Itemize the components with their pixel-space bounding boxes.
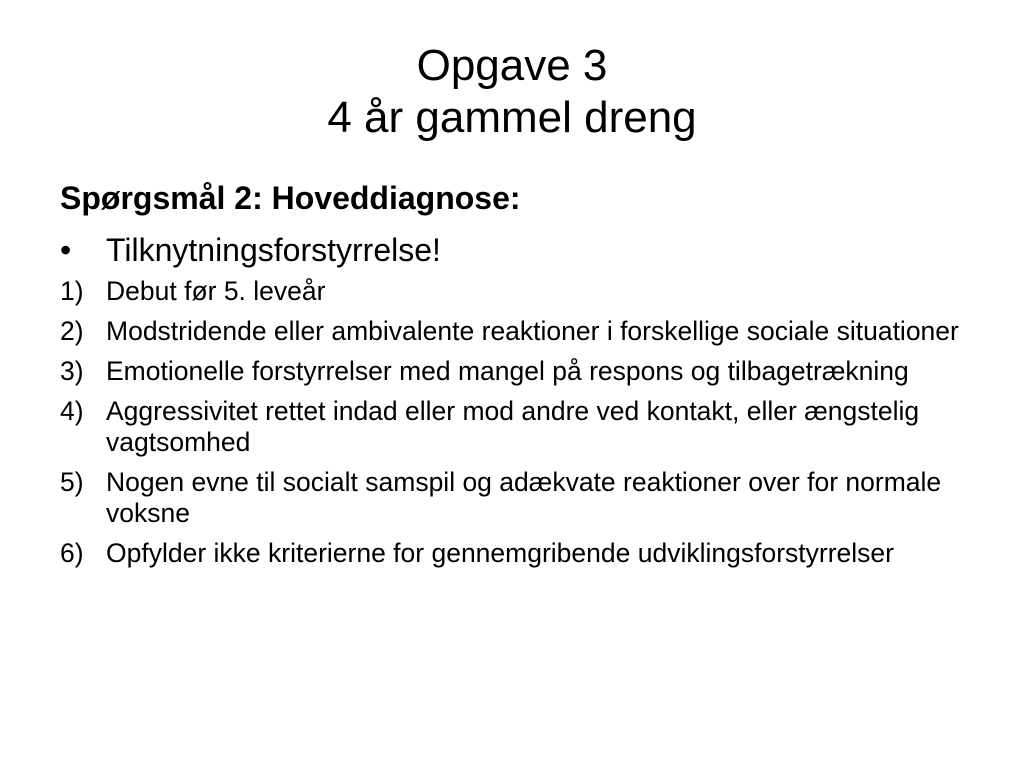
- list-item-number: 5): [60, 467, 84, 497]
- list-item-number: 4): [60, 396, 84, 426]
- list-item: [60, 356, 960, 387]
- numbered-list: [60, 276, 960, 569]
- section-heading: Spørgsmål 2: Hoveddiagnose:: [60, 180, 521, 216]
- list-item-text: Nogen evne til socialt samspil og adækvate reaktioner over for normale voksne: [106, 467, 942, 528]
- list-item-text: Emotionelle forstyrrelser med mangel på respons og tilbagetrækning: [106, 356, 909, 386]
- slide-title: [0, 40, 1024, 144]
- list-item-number: 1): [60, 276, 84, 306]
- slide-body: [60, 176, 960, 569]
- list-item-number: 6): [60, 538, 84, 568]
- title-line-1: Opgave 3: [416, 41, 608, 90]
- list-item-number: 3): [60, 356, 84, 386]
- list-item: [60, 276, 960, 307]
- bullet-text: Tilknytningsforstyrrelse!: [106, 232, 441, 268]
- list-item: [60, 396, 960, 458]
- list-item: [60, 467, 960, 529]
- bullet-item: [60, 230, 960, 270]
- title-line-2: 4 år gammel dreng: [327, 93, 697, 142]
- list-item-text: Debut før 5. leveår: [106, 276, 326, 306]
- list-item-number: 2): [60, 316, 84, 346]
- list-item: [60, 538, 960, 569]
- list-item-text: Aggressivitet rettet indad eller mod andre ved kontakt, eller ængstelig vagtsomhed: [106, 396, 920, 457]
- list-item: [60, 316, 960, 347]
- list-item-text: Opfylder ikke kriterierne for gennemgribende udviklingsforstyrrelser: [106, 538, 894, 568]
- bullet-mark: •: [60, 232, 72, 268]
- list-item-text: Modstridende eller ambivalente reaktioner i forskellige sociale situationer: [106, 316, 959, 346]
